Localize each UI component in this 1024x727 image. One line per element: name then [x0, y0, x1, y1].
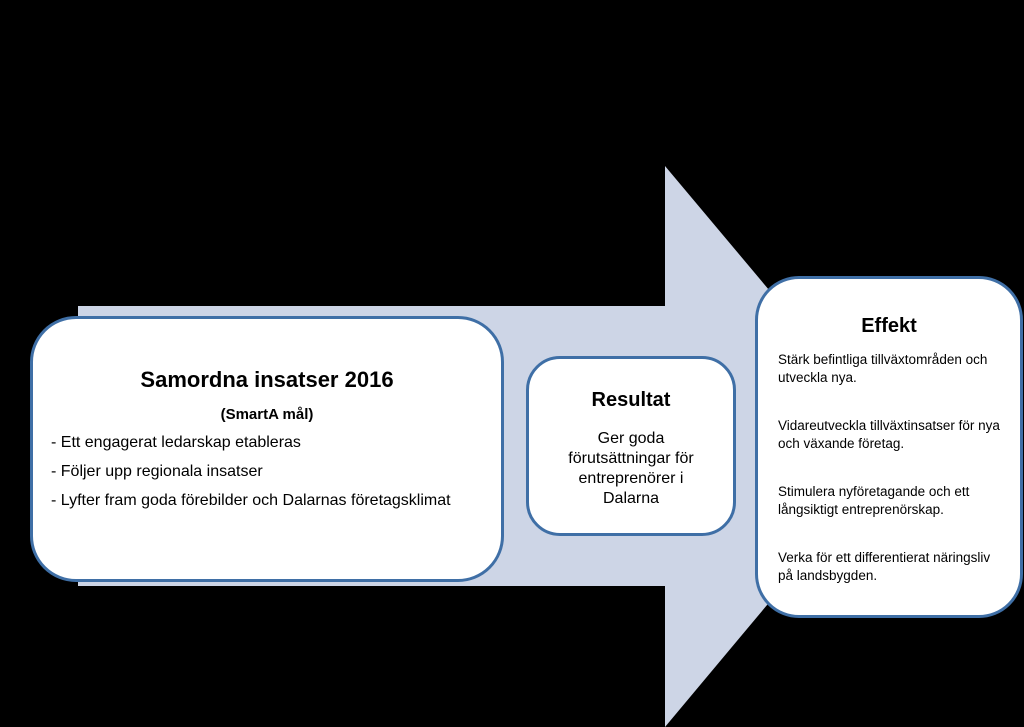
effect-item: Vidareutveckla tillväxtinsatser för nya och växande företag.	[778, 418, 1000, 451]
effect-item: Stärk befintliga tillväxtområden och utveckla nya.	[778, 352, 988, 385]
activities-subtitle: (SmartA mål)	[220, 406, 314, 423]
effect-item: Stimulera nyföretagande och ett långsiktigt entreprenörskap.	[778, 484, 970, 517]
result-text: Ger goda förutsättningar för entreprenörer i Dalarna	[568, 430, 694, 507]
activity-item: - Ett engagerat ledarskap etableras	[51, 434, 301, 451]
activity-item: - Lyfter fram goda förebilder och Dalarnas företagsklimat	[51, 492, 451, 509]
effect-item: Verka för ett differentierat näringsliv på landsbygden.	[778, 550, 991, 583]
activities-title: Samordna insatser 2016	[140, 367, 394, 392]
result-title: Resultat	[591, 389, 671, 411]
effect-box	[755, 276, 1023, 618]
effect-list	[778, 351, 1006, 615]
activities-list	[51, 433, 483, 520]
effect-title: Effekt	[861, 315, 917, 337]
activities-box	[30, 316, 504, 582]
result-box	[526, 356, 736, 536]
activity-item: - Följer upp regionala insatser	[51, 463, 263, 480]
